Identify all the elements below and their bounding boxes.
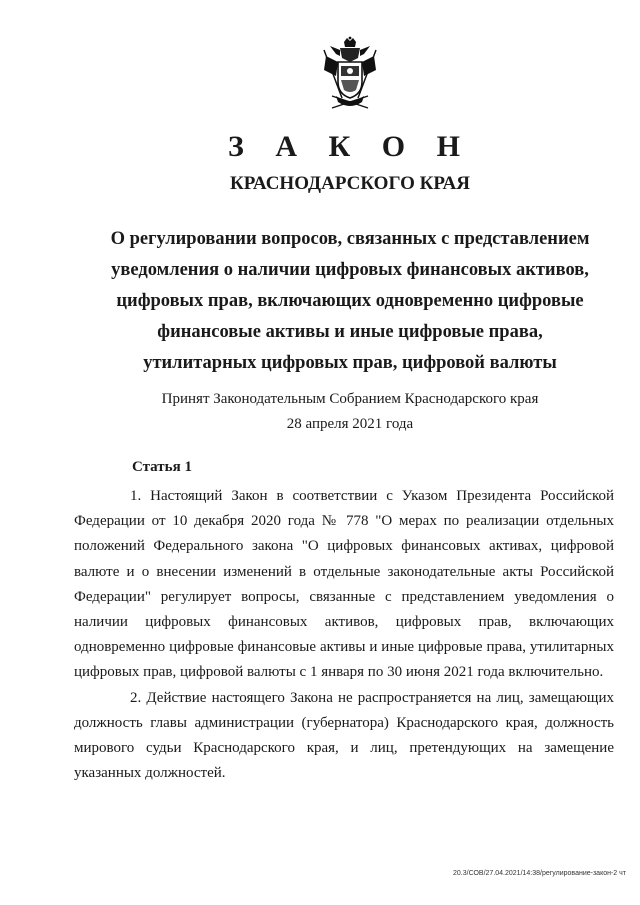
article-heading: Статья 1 bbox=[132, 459, 192, 475]
document-footer-code: 20.3/СОВ/27.04.2021/14:38/регулирование-закон-2 чт bbox=[453, 870, 626, 877]
adoption-info bbox=[0, 387, 640, 437]
coat-of-arms-icon bbox=[318, 36, 382, 112]
article-text bbox=[74, 484, 614, 786]
article-paragraph-2: 2. Действие настоящего Закона не распространяется на лиц, замещающих должность главы администрации (губернатора) Краснодарского края, должность мирового судьи Краснодарского края, и лиц, претендующих на замещение указанных должностей. bbox=[74, 689, 614, 782]
law-heading: О регулировании вопросов, связанных с представлением уведомления о наличии цифровых финансовых активов, цифровых прав, включающих одновременно цифровые финансовые активы и иные цифровые права, утилитарных цифровых прав, цифровой валюты bbox=[110, 229, 590, 373]
adoption-body: Принят Законодательным Собранием Краснодарского края bbox=[161, 391, 539, 407]
adoption-date: 28 апреля 2021 года bbox=[286, 416, 414, 432]
article-paragraph-1: 1. Настоящий Закон в соответствии с Указом Президента Российской Федерации от 10 декабря 2020 года № 778 "О мерах по реализации отдельных положений Федерального закона "О цифровых финансовых активах, цифровой валюте и о внесении изменений в отдельные законодательные акты Российской Федерации" регулирует вопросы, связанные с представлением уведомления о наличии цифровых финансовых активов, цифровых прав, включающих одновременно цифровые финансовые активы и иные цифровые права, утилитарных цифровых прав, цифровой валюты с 1 января по 30 июня 2021 года включительно. bbox=[74, 488, 614, 681]
document-subtitle: КРАСНОДАРСКОГО КРАЯ bbox=[229, 173, 471, 194]
document-title: З А К О Н bbox=[228, 130, 472, 163]
